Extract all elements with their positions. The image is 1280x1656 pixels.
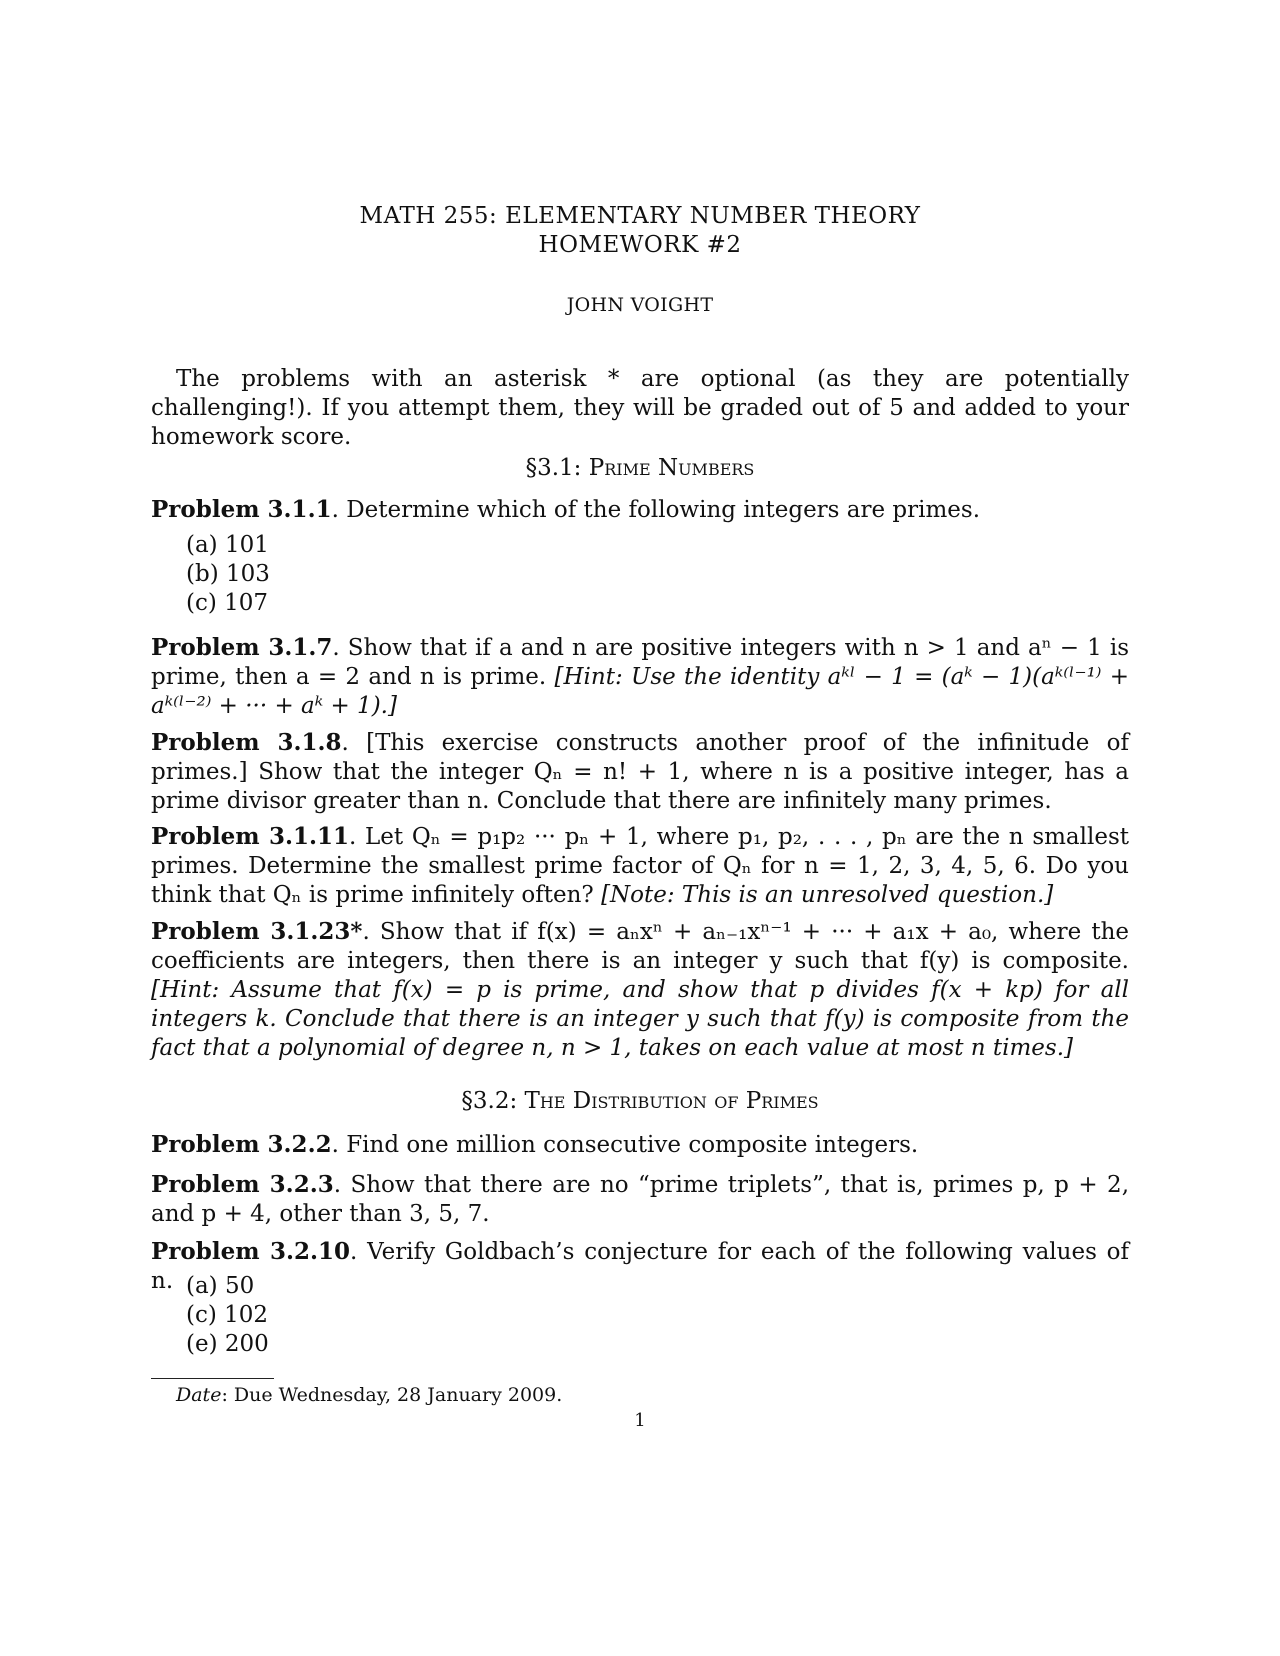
- list-item: (a) 101: [186, 532, 269, 558]
- problem-hint: [Note: This is an unresolved question.]: [601, 882, 1054, 908]
- problem-hint: [Hint: Use the identity aᵏˡ − 1 = (aᵏ − 1)(aᵏ⁽ˡ⁻¹⁾ + aᵏ⁽ˡ⁻²⁾ + ··· + aᵏ + 1).]: [151, 664, 1130, 719]
- list-item: (c) 102: [186, 1302, 269, 1328]
- problem-label: Problem 3.1.7: [151, 634, 333, 661]
- page-number: 1: [634, 1410, 646, 1431]
- list-item: (a) 50: [186, 1273, 255, 1299]
- problem-3-2-10: Problem 3.2.10. Verify Goldbach’s conjecture for each of the following values of n.: [151, 1238, 1130, 1294]
- problem-3-1-1-items: [186, 531, 270, 618]
- list-item: (c) 107: [186, 590, 269, 616]
- problem-3-2-10-items: [186, 1272, 269, 1359]
- list-item: (b) 103: [186, 561, 270, 587]
- problem-label: Problem 3.2.3: [151, 1171, 334, 1198]
- problem-3-1-1: Problem 3.1.1. Determine which of the following integers are primes.: [151, 496, 981, 523]
- problem-3-1-7: Problem 3.1.7. Show that if a and n are positive integers with n > 1 and aⁿ − 1 is prime, then a = 2 and n is prime. [Hint: Use the identity aᵏˡ − 1 = (aᵏ − 1)(aᵏ⁽ˡ⁻¹⁾ + aᵏ⁽ˡ⁻²⁾ + ··· + aᵏ + 1).]: [151, 634, 1130, 719]
- author: JOHN VOIGHT: [566, 294, 714, 316]
- problem-text: Determine which of the following integers are primes.: [346, 497, 981, 523]
- problem-3-2-3: Problem 3.2.3. Show that there are no “prime triplets”, that is, primes p, p + 2, and p + 4, other than 3, 5, 7.: [151, 1171, 1130, 1227]
- problem-3-2-2: Problem 3.2.2. Find one million consecutive composite integers.: [151, 1131, 919, 1158]
- problem-text: Show that there are no “prime triplets”, that is, primes p, p + 2, and p + 4, other than 3, 5, 7.: [151, 1172, 1130, 1227]
- problem-label: Problem 3.1.1: [151, 496, 332, 523]
- footnote-text: : Due Wednesday, 28 January 2009.: [221, 1384, 563, 1406]
- problem-text: Verify Goldbach’s conjecture for each of the following values of n.: [151, 1239, 1130, 1294]
- problem-hint: [Hint: Assume that f(x) = p is prime, and show that p divides f(x + kp) for all integers k. Conclude that there is an integer y such that f(y) is composite from the fact that a polynomial of degree n, n > 1, takes on each value at most n times.]: [151, 977, 1129, 1061]
- problem-label: Problem 3.1.8: [151, 729, 342, 756]
- problem-text: Show that if f(x) = aₙxⁿ + aₙ₋₁xⁿ⁻¹ + ··· + a₁x + a₀, where the coefficients are integers, then there is an integer y such that f(y) is composite.: [151, 919, 1130, 974]
- problem-label: Problem 3.2.10: [151, 1238, 351, 1265]
- problem-text: Show that if a and n are positive integers with n > 1 and aⁿ − 1 is prime, then a = 2 and n is prime.: [151, 635, 1129, 690]
- problem-label: Problem 3.2.2: [151, 1131, 332, 1158]
- list-item: (e) 200: [186, 1331, 269, 1357]
- section-heading-3-1: §3.1: Prime Numbers: [525, 455, 755, 481]
- problem-3-1-11: Problem 3.1.11. Let Qₙ = p₁p₂ ··· pₙ + 1, where p₁, p₂, . . . , pₙ are the n smallest primes. Determine the smallest prime factor of Qₙ for n = 1, 2, 3, 4, 5, 6. Do you think that Qₙ is prime infinitely often? [Note: This is an unresolved question.]: [151, 823, 1130, 908]
- title-line-2: HOMEWORK #2: [538, 232, 742, 258]
- problem-label: Problem 3.1.11: [151, 823, 349, 850]
- problem-text: [This exercise constructs another proof of the infinitude of primes.] Show that the integer Qₙ = n! + 1, where n is a positive integer, has a prime divisor greater than n. Conclude that there are infinitely many primes.: [151, 730, 1130, 814]
- section-heading-3-2: §3.2: The Distribution of Primes: [461, 1088, 819, 1114]
- title-line-1: MATH 255: ELEMENTARY NUMBER THEORY: [359, 203, 921, 229]
- footnote-rule: [151, 1378, 274, 1379]
- problem-text: Let Qₙ = p₁p₂ ··· pₙ + 1, where p₁, p₂, . . . , pₙ are the n smallest primes. Determine the smallest prime factor of Qₙ for n = 1, 2, 3, 4, 5, 6. Do you think that Qₙ is prime infinitely often?: [151, 824, 1130, 908]
- problem-3-1-23: Problem 3.1.23*. Show that if f(x) = aₙxⁿ + aₙ₋₁xⁿ⁻¹ + ··· + a₁x + a₀, where the coefficients are integers, then there is an integer y such that f(y) is composite. [Hint: Assume that f(x) = p is prime, and show that p divides f(x + kp) for all integers k. Conclude that there is an integer y such that f(y) is composite from the fact that a polynomial of degree n, n > 1, takes on each value at most n times.]: [151, 918, 1130, 1061]
- problem-3-1-8: Problem 3.1.8. [This exercise constructs another proof of the infinitude of primes.] Show that the integer Qₙ = n! + 1, where n is a positive integer, has a prime divisor greater than n. Conclude that there are infinitely many primes.: [151, 729, 1130, 814]
- footnote: [176, 1384, 562, 1406]
- intro-paragraph: The problems with an asterisk * are optional (as they are potentially challenging!). If you attempt them, they will be graded out of 5 and added to your homework score.: [151, 366, 1129, 450]
- problem-text: Find one million consecutive composite integers.: [346, 1132, 919, 1158]
- footnote-label: Date: [176, 1384, 222, 1406]
- problem-label: Problem 3.1.23*: [151, 918, 363, 945]
